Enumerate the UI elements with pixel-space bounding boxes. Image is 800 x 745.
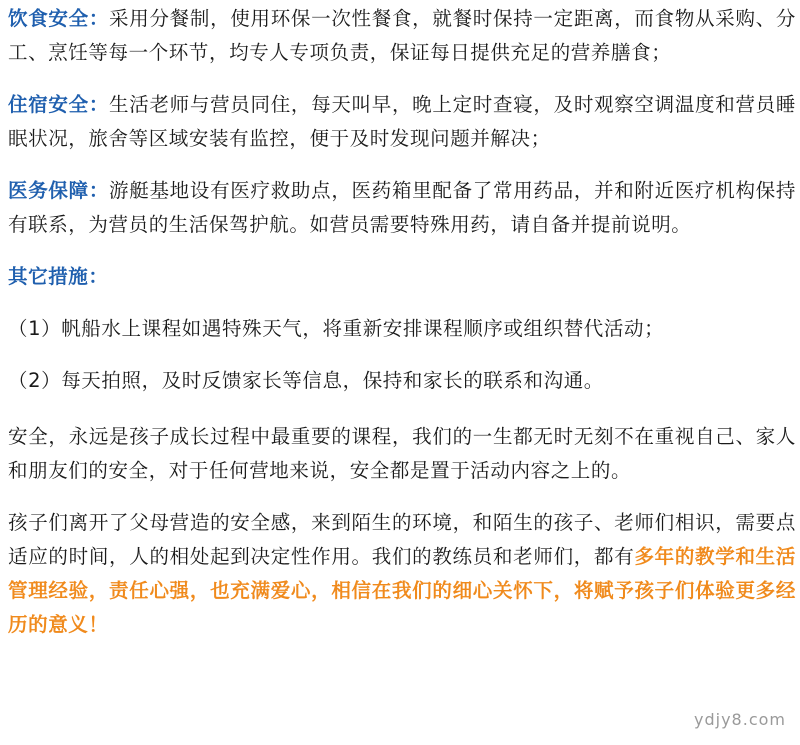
measure-item-1: （1）帆船水上课程如遇特殊天气，将重新安排课程顺序或组织替代活动；	[8, 317, 665, 340]
food-safety-text: 采用分餐制，使用环保一次性餐食，就餐时保持一定距离，而食物从采购、分工、烹饪等每一个环节，均专人专项负责，保证每日提供充足的营养膳食；	[8, 7, 796, 64]
closing-plain-text: 孩子们离开了父母营造的安全感，来到陌生的环境，和陌生的孩子、老师们相识，需要点适应的时间，人的相处起到决定性作用。我们的教练员和老师们，都有	[8, 511, 796, 568]
food-safety-label: 饮食安全：	[8, 7, 110, 30]
article-body	[8, 2, 796, 642]
closing-highlight-text: 多年的教学和生活管理经验，责任心强，也充满爱心，相信在我们的细心关怀下，将赋予孩子们体验更多经历的意义！	[8, 545, 796, 636]
watermark: ydjy8.com	[694, 710, 786, 729]
medical-text: 游艇基地设有医疗救助点，医药箱里配备了常用药品，并和附近医疗机构保持有联系，为营员的生活保驾护航。如营员需要特殊用药，请自备并提前说明。	[8, 179, 796, 236]
medical-label: 医务保障：	[8, 179, 110, 202]
medical-paragraph	[8, 174, 796, 242]
safety-paragraph: 安全，永远是孩子成长过程中最重要的课程，我们的一生都无时无刻不在重视自己、家人和朋友们的安全，对于任何营地来说，安全都是置于活动内容之上的。	[8, 425, 796, 482]
measure-item-2: （2）每天拍照，及时反馈家长等信息，保持和家长的联系和沟通。	[8, 369, 604, 392]
other-measures-label: 其它措施：	[8, 265, 109, 288]
lodging-safety-paragraph	[8, 88, 796, 156]
other-measures-heading	[8, 260, 796, 294]
lodging-safety-text: 生活老师与营员同住，每天叫早，晚上定时查寝，及时观察空调温度和营员睡眠状况，旅舍等区域安装有监控，便于及时发现问题并解决；	[8, 93, 796, 150]
lodging-safety-label: 住宿安全：	[8, 93, 110, 116]
food-safety-paragraph	[8, 2, 796, 70]
closing-paragraph	[8, 506, 796, 642]
